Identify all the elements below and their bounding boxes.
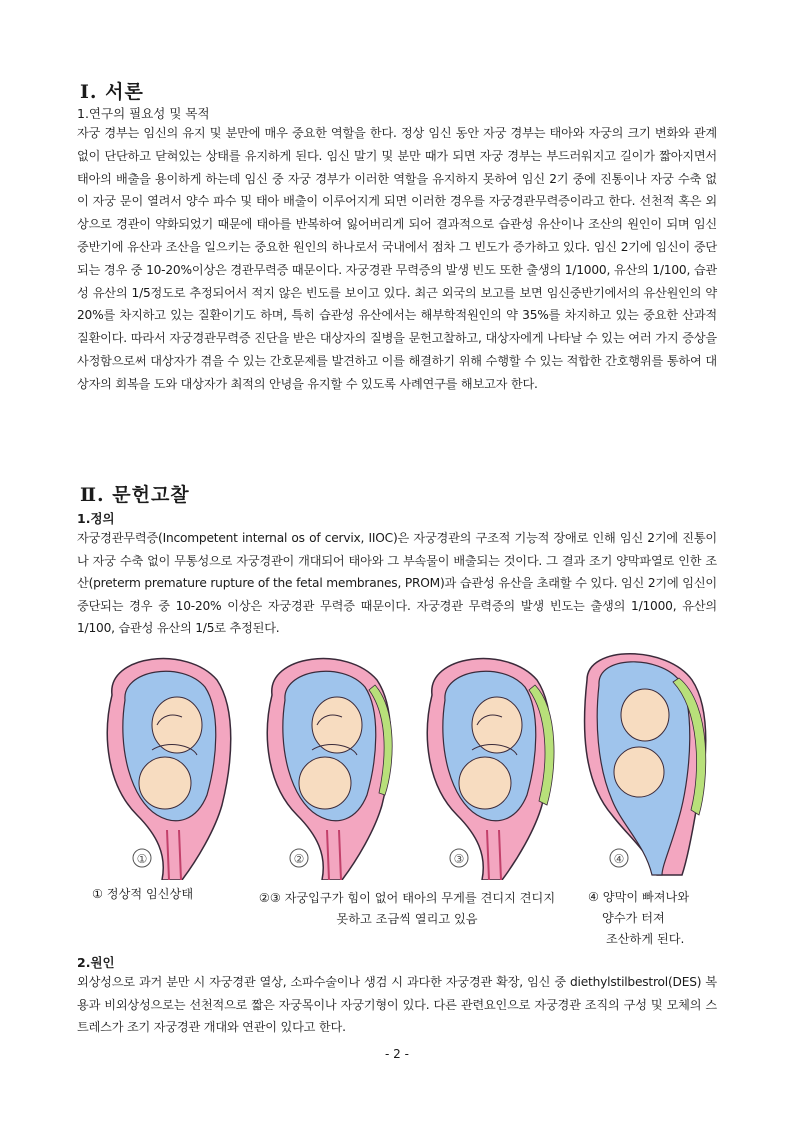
caption-stage-4-line-3: 조산하게 된다. <box>606 932 685 946</box>
stage-4-label: ④ <box>613 852 625 866</box>
caption-stage-1: ① 정상적 임신상태 <box>92 887 194 901</box>
section-title-introduction: Ⅰ. 서론 <box>80 81 144 103</box>
stage-1-label: ① <box>136 852 148 866</box>
stage-2-label: ② <box>293 852 305 866</box>
caption-stage-4-line-1: ④ 양막이 빠져나와 <box>588 890 690 904</box>
subsection-title-cause: 2.원인 <box>77 955 115 970</box>
stage-3-label: ③ <box>453 852 465 866</box>
fetus-illustration-series <box>77 650 717 880</box>
page-number: - 2 - <box>385 1047 409 1061</box>
intro-paragraph: 자궁 경부는 임신의 유지 및 분만에 매우 중요한 역할을 한다. 정상 임신 동안 자궁 경부는 태아와 자궁의 크기 변화와 관계없이 단단하고 닫혀있는 상태를 유지하게 된다. 임신 말기 및 분만 때가 되면 자궁 경부는 부드러워지고 길이가 짧아지면서 태아의 배출을 용이하게 하는데 임신 중 자궁 경부가 이러한 역할을 유지하지 못하여 임신 2기 중에 진통이나 자궁 수축 없이 자궁 문이 열려서 양수 파수 및 태아 배출이 이루어지게 되면 이러한 경우를 자궁경관무력증이라고 한다. 선천적 혹은 외상으로 경관이 약화되었기 때문에 태아를 반복하여 잃어버리게 되어 결과적으로 습관성 유산이나 조산의 원인이 되며 임신중반기에 유산과 조산을 일으키는 중요한 원인의 하나로서 국내에서 점차 그 빈도가 증가하고 있다. 임신 2기에 임신이 중단되는 경우 중 10-20%이상은 경관무력증 때문이다. 자궁경관 무력증의 발생 빈도 또한 출생의 1/1000, 유산의 1/100, 습관성 유산의 1/5정도로 추정되어서 적지 않은 빈도를 보이고 있다. 최근 외국의 보고를 보면 임신중반기에서의 유산원인의 약 20%를 차지하고 있는 질환이기도 하며, 특히 습관성 유산에서는 해부학적원인의 약 35%를 차지하고 있는 중요한 산과적 질환이다. 따라서 자궁경관무력증 진단을 받은 대상자의 질병을 문헌고찰하고, 대상자에게 나타날 수 있는 여러 가지 증상을 사정함으로써 대상자가 겪을 수 있는 간호문제를 발견하고 이를 해결하기 위해 수행할 수 있는 적합한 간호행위를 통하여 대상자의 회복을 도와 대상자가 최적의 안녕을 유지할 수 있도록 사례연구를 해보고자 한다. <box>77 126 717 391</box>
stage-4-illustration <box>585 654 706 875</box>
stage-2-illustration <box>267 659 392 880</box>
stage-1-illustration <box>107 659 230 880</box>
cervical-incompetence-figure <box>77 650 717 880</box>
definition-paragraph: 자궁경관무력증(Incompetent internal os of cervix, IIOC)은 자궁경관의 구조적 기능적 장애로 인해 임신 2기에 진통이나 자궁 수축 없이 무통성으로 자궁경관이 개대되어 태아와 그 부속물이 배출되는 것이다. 그 결과 조기 양막파열로 인한 조산(preterm premature rupture of the fetal membranes, PROM)과 습관성 유산을 초래할 수 있다. 임신 2기에 임신이 중단되는 경우 중 10-20% 이상은 자궁경관 무력증 때문이다. 자궁경관 무력증의 발생 빈도는 출생의 1/1000, 유산의 1/100, 습관성 유산의 1/5로 추정된다. <box>77 531 717 636</box>
stage-3-illustration <box>427 659 554 880</box>
caption-stage-4-line-2: 양수가 터져 <box>602 911 665 925</box>
section-title-literature-review: Ⅱ. 문헌고찰 <box>80 484 190 506</box>
caption-stage-4 <box>588 887 718 950</box>
subsection-title-definition: 1.정의 <box>77 511 115 526</box>
caption-stage-2-3: ②③ 자궁입구가 힘이 없어 태아의 무게를 견디지 견디지 못하고 조금씩 열리고 있음 <box>258 891 556 926</box>
subsection-title-purpose: 1.연구의 필요성 및 목적 <box>77 106 210 121</box>
cause-paragraph: 외상성으로 과거 분만 시 자궁경관 열상, 소파수술이나 생검 시 과다한 자궁경관 확장, 임신 중 diethylstilbestrol(DES) 복용과 비외상성으로는 선천적으로 짧은 자궁목이나 자궁기형이 있다. 다른 관련요인으로 자궁경관 조직의 구성 및 모체의 스트레스가 조기 자궁경관 개대와 연관이 있다고 한다. <box>77 975 717 1035</box>
